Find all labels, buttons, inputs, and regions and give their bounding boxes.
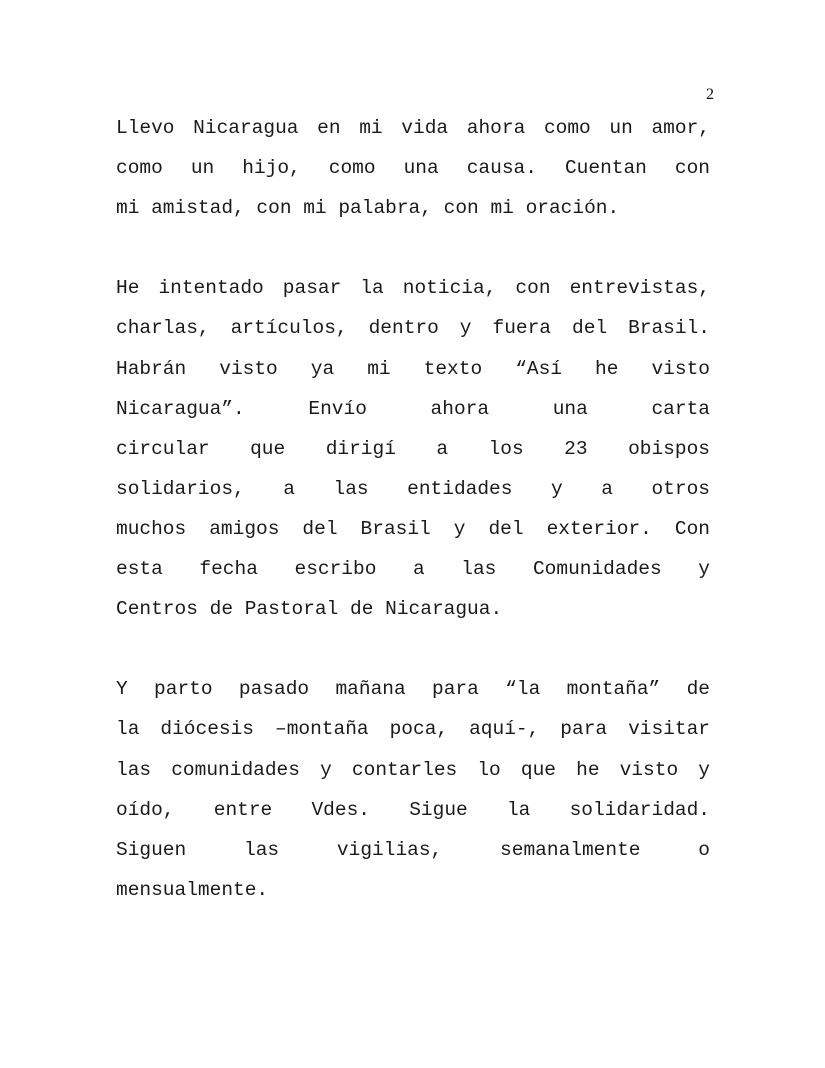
text-line: muchos amigos del Brasil y del exterior. Con — [116, 517, 710, 540]
text-line: la diócesis –montaña poca, aquí-, para visitar — [116, 718, 710, 741]
text-line: Y parto pasado mañana para “la montaña” de — [116, 678, 710, 701]
text-line: las comunidades y contarles lo que he visto y — [116, 758, 710, 781]
page-number: 2 — [706, 86, 714, 103]
text-line: Nicaragua”. Envío ahora una carta — [116, 397, 710, 420]
text-line: oído, entre Vdes. Sigue la solidaridad. — [116, 798, 710, 821]
paragraph-2 — [116, 268, 710, 629]
text-line: Llevo Nicaragua en mi vida ahora como un amor, — [116, 117, 710, 139]
paragraph-1 — [116, 108, 710, 228]
text-line: Centros de Pastoral de Nicaragua. — [116, 598, 503, 621]
text-line: Siguen las vigilias, semanalmente o — [116, 838, 710, 861]
letter-body — [116, 108, 710, 950]
text-line: mi amistad, con mi palabra, con mi oración. — [116, 197, 620, 220]
text-line: charlas, artículos, dentro y fuera del Brasil. — [116, 317, 710, 340]
text-line: como un hijo, como una causa. Cuentan con — [116, 157, 710, 180]
text-line: He intentado pasar la noticia, con entrevistas, — [116, 277, 710, 300]
text-line: mensualmente. — [116, 878, 269, 901]
text-line: circular que dirigí a los 23 obispos — [116, 437, 710, 460]
text-line: esta fecha escribo a las Comunidades y — [116, 558, 710, 581]
paragraph-3 — [116, 669, 710, 910]
text-line: solidarios, a las entidades y a otros — [116, 477, 710, 500]
text-line: Habrán visto ya mi texto “Así he visto — [116, 357, 710, 380]
